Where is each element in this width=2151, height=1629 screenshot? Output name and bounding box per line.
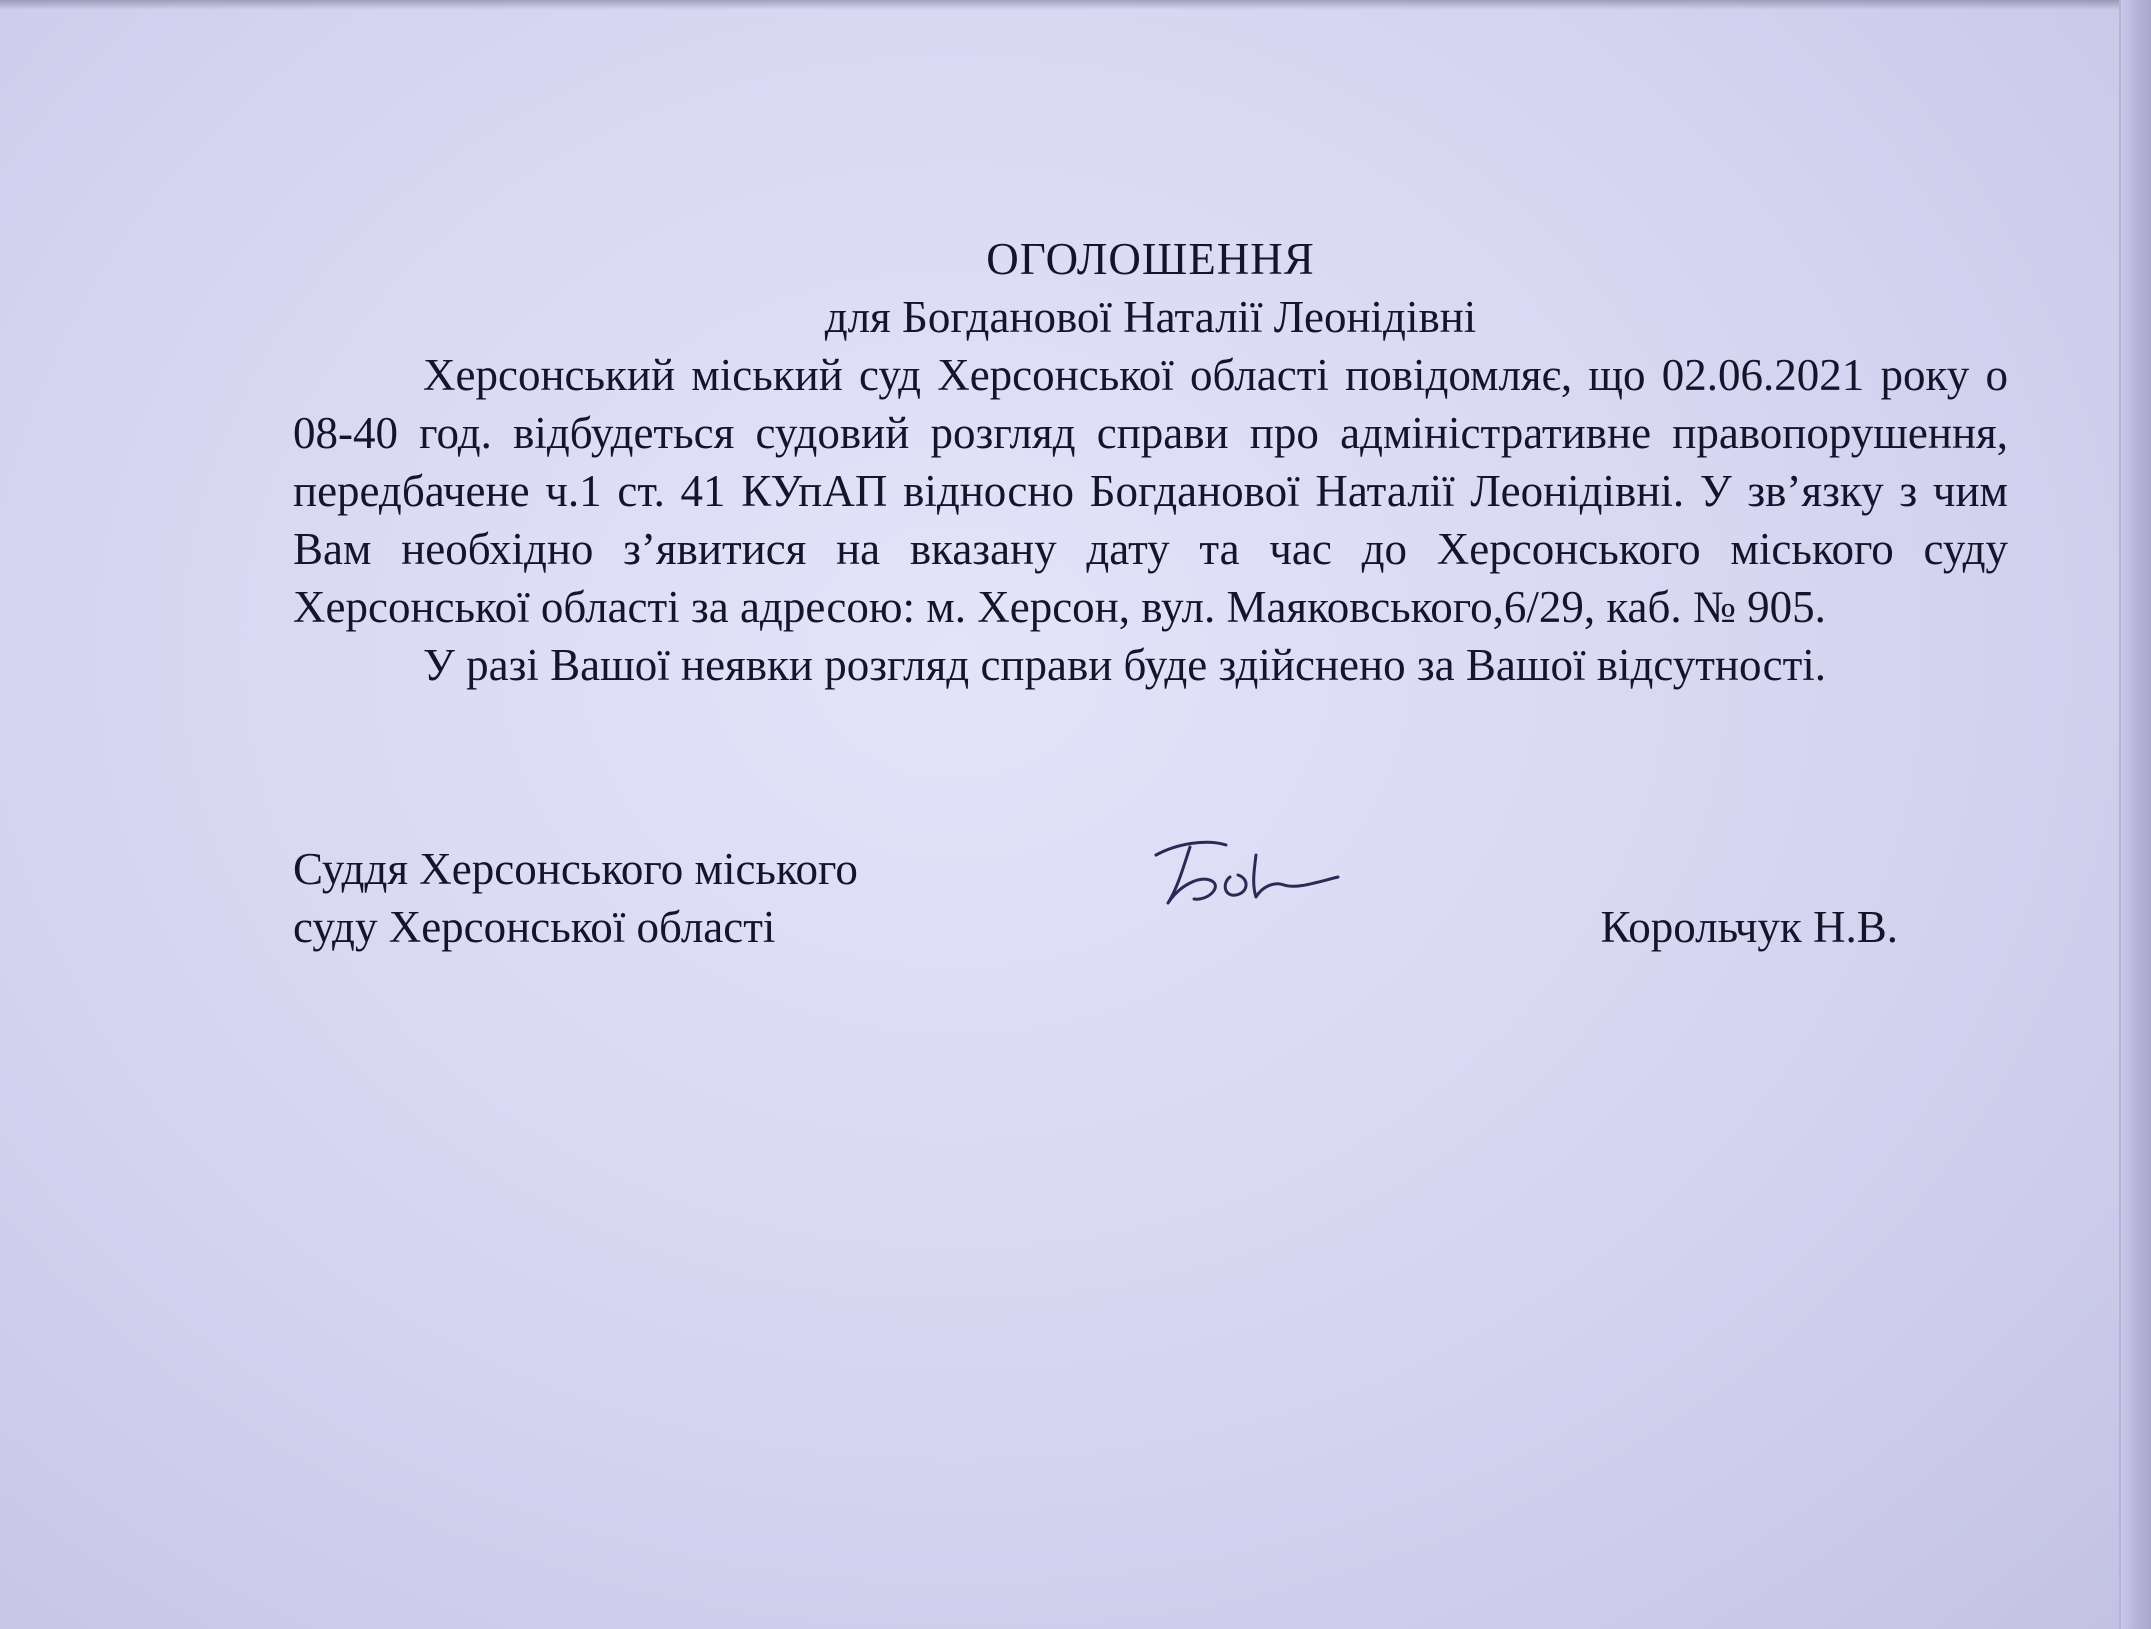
judge-title [293,840,858,956]
judge-name: Корольчук Н.В. [1600,902,1898,952]
top-edge-shadow [0,0,2124,10]
notice-document [293,230,2008,952]
judge-title-line2: суду Херсонської області [293,902,776,952]
page-edge [2119,0,2151,1629]
notice-addressee: для Богданової Наталії Леонідівні [824,292,1477,342]
notice-paragraph-absence: У разі Вашої неявки розгляд справи буде здійснено за Вашої відсутності. [423,640,1826,690]
signature-block [293,840,2008,980]
notice-title: ОГОЛОШЕННЯ [986,234,1315,284]
notice-paragraph-main: Херсонський міський суд Херсонської області повідомляє, що 02.06.2021 року о 08-40 год. відбудеться судовий розгляд справи про адміністративне правопорушення, передбачене ч.1 ст. 41 КУпАП відносно Богданової Наталії Леонідівні. У зв’язку з чим Вам необхідно з’явитися на вказану дату та час до Херсонського міського суду Херсонської області за адресою: м. Херсон, вул. Маяковського,6/29, каб. № 905. [293,350,2008,632]
handwritten-signature [1138,825,1358,915]
judge-title-line1: Суддя Херсонського міського [293,844,858,894]
